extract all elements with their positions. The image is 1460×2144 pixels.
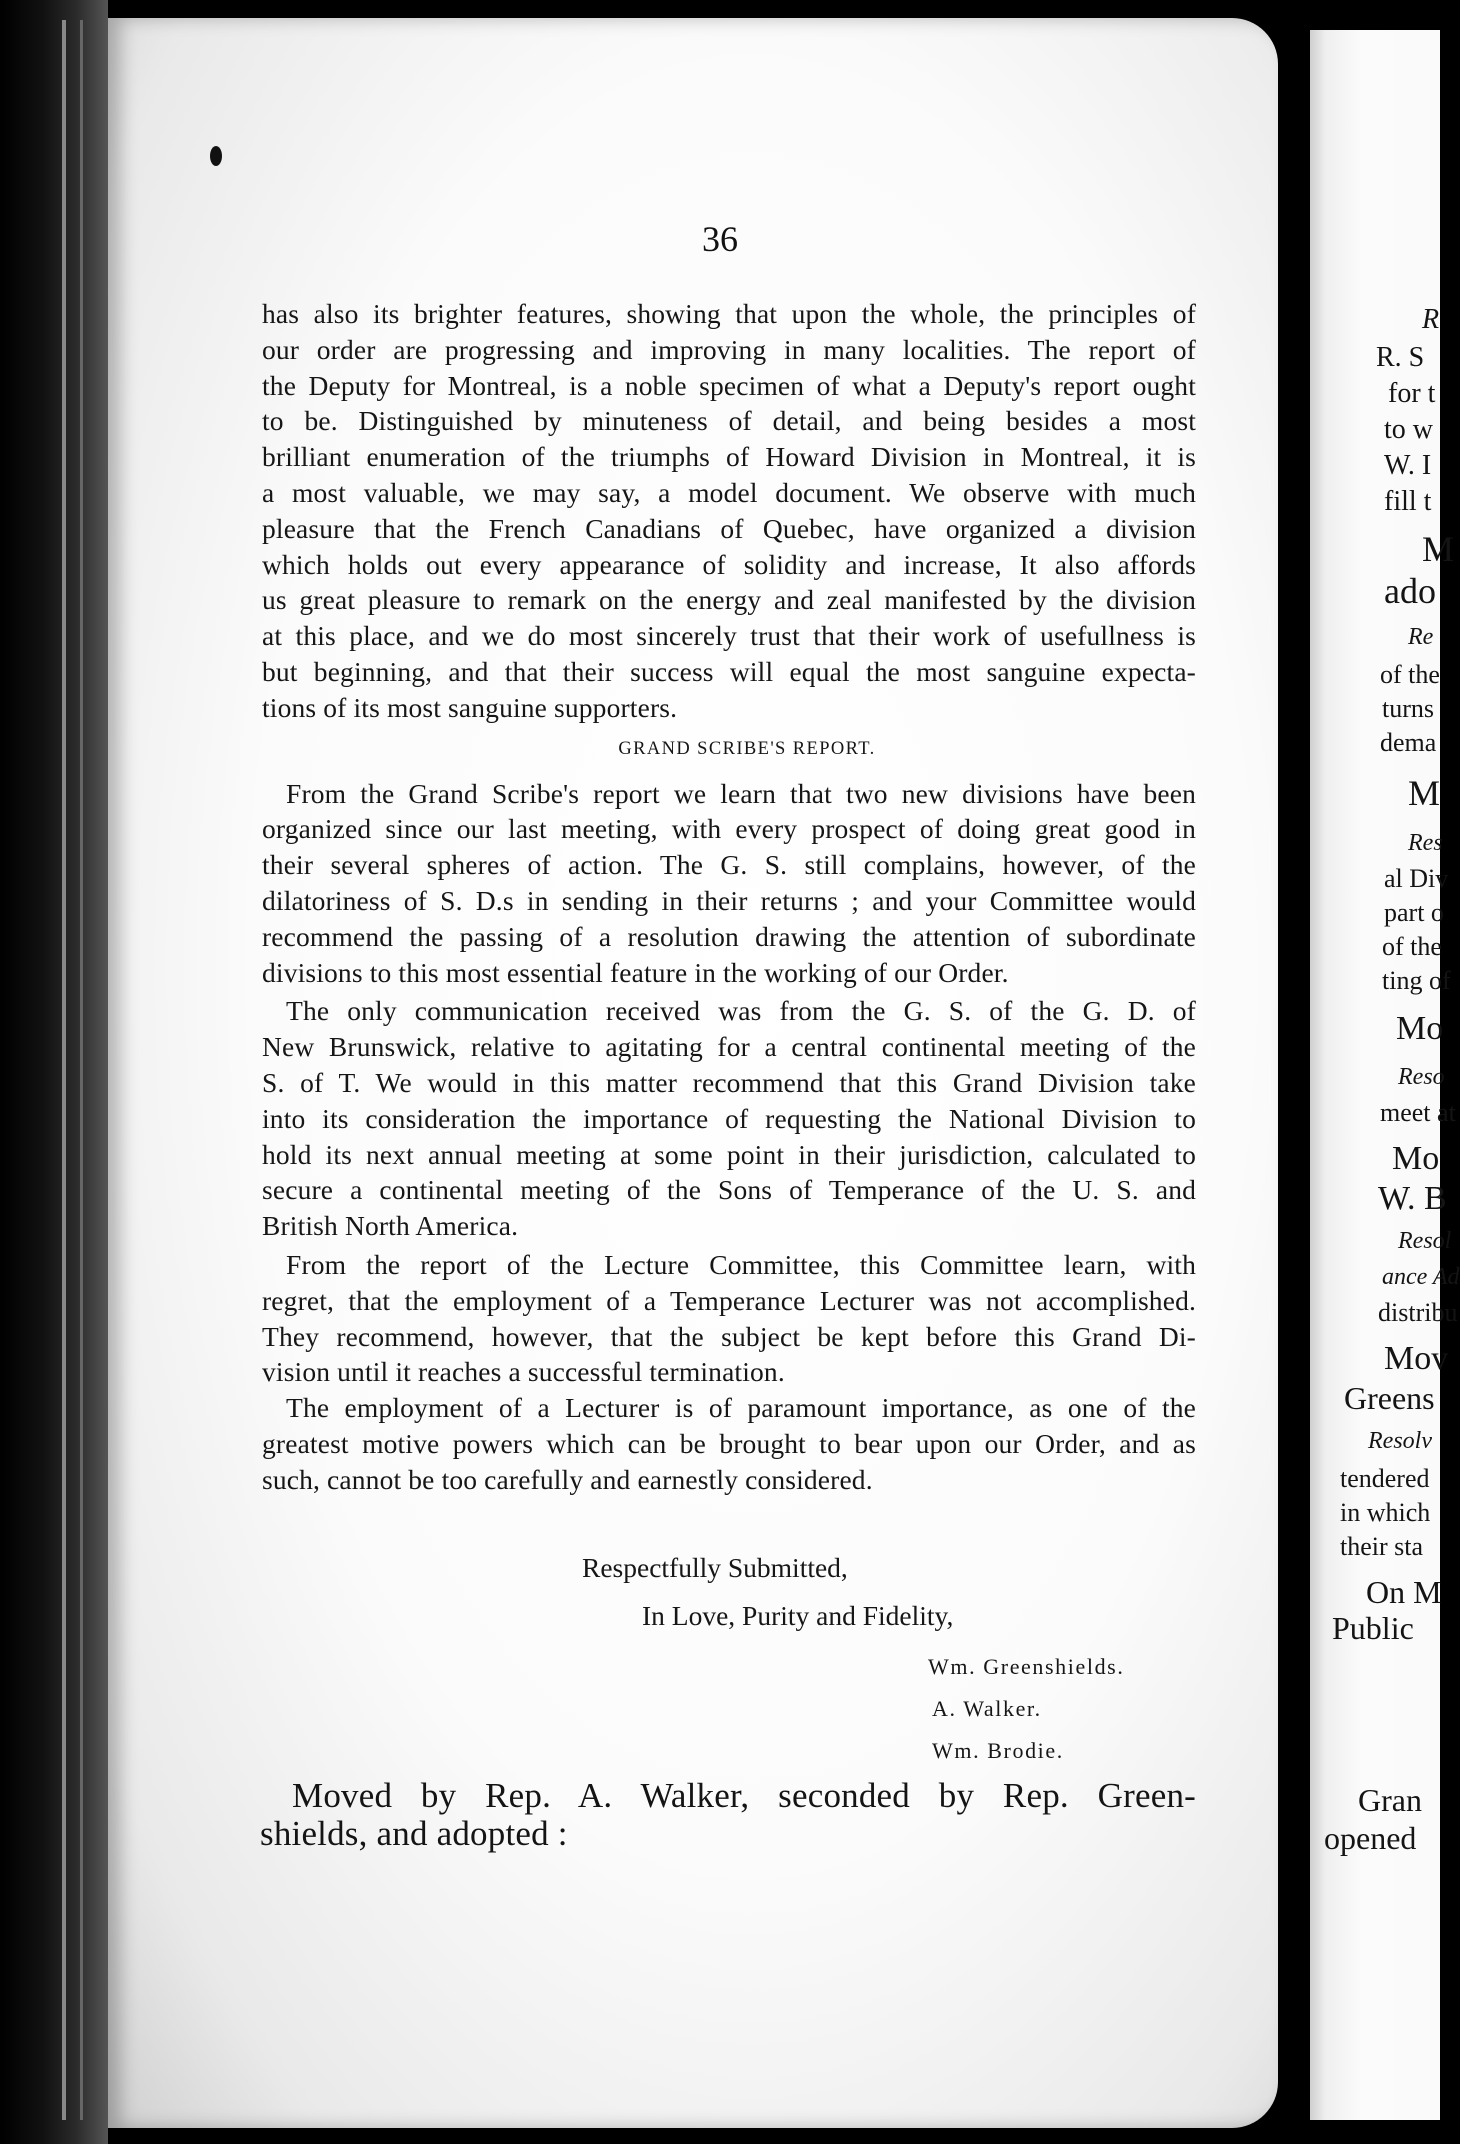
- fragment-text: distribu: [1378, 1298, 1458, 1327]
- text-line: which holds out every appearance of solidity and increase, It also affords: [262, 548, 1196, 580]
- fragment-text: ado: [1384, 571, 1436, 611]
- text-line: The employment of a Lecturer is of paramount importance, as one of the: [286, 1392, 1196, 1424]
- text-line: New Brunswick, relative to agitating for a central continental meeting of the: [262, 1031, 1196, 1063]
- fragment-text: fill t: [1384, 486, 1432, 517]
- fragment-text: M: [1408, 773, 1441, 813]
- fragment-text: turns: [1382, 694, 1434, 723]
- text-line: British North America.: [262, 1210, 519, 1242]
- fragment-text: Resol: [1398, 1228, 1452, 1254]
- facing-page-fragment: [1310, 30, 1460, 2120]
- fragment-text: On M: [1366, 1574, 1442, 1610]
- paragraph-deputy-reports: [262, 296, 1196, 726]
- fragment-text: to w: [1384, 414, 1433, 445]
- text-line: S. of T. We would in this matter recommend that this Grand Division take: [262, 1066, 1196, 1098]
- text-line: to be. Distinguished by minuteness of detail, and being besides a most: [262, 405, 1196, 437]
- fragment-text: Re: [1408, 624, 1434, 650]
- fragment-text: W. B: [1378, 1180, 1447, 1217]
- page-number: 36: [702, 219, 738, 259]
- fragment-text: R: [1422, 304, 1440, 335]
- text-line: their several spheres of action. The G. S. still complains, however, of the: [262, 849, 1196, 881]
- section-heading: GRAND SCRIBE'S REPORT.: [618, 738, 876, 759]
- text-line: hold its next annual meeting at some point in their jurisdiction, calculated to: [262, 1138, 1196, 1170]
- fragment-text: ance Ad: [1382, 1264, 1460, 1290]
- fragment-text: Resolv: [1368, 1428, 1432, 1454]
- text-line: organized since our last meeting, with every prospect of doing great good in: [262, 813, 1196, 845]
- fragment-text: Mo: [1392, 1140, 1440, 1177]
- fragment-text: their sta: [1340, 1532, 1424, 1561]
- fragment-text: for t: [1388, 378, 1436, 409]
- fragment-text: al Div: [1384, 864, 1449, 893]
- text-line: into its consideration the importance of requesting the National Division to: [262, 1102, 1196, 1134]
- fragment-text: part o: [1384, 898, 1444, 927]
- fragment-text: M: [1422, 529, 1455, 569]
- book-spine-edge: [0, 0, 108, 2144]
- text-line: our order are progressing and improving in many localities. The report of: [262, 333, 1196, 365]
- paragraph-grand-scribe: [262, 776, 1196, 991]
- text-line: tions of its most sanguine supporters.: [262, 691, 678, 723]
- text-line: pleasure that the French Canadians of Quebec, have organized a division: [262, 512, 1196, 544]
- text-line: us great pleasure to remark on the energy and zeal manifested by the division: [262, 584, 1196, 616]
- body-text: [262, 296, 1196, 1498]
- text-line: dilatoriness of S. D.s in sending in their returns ; and your Committee would: [262, 884, 1196, 916]
- closing-salutation: In Love, Purity and Fidelity,: [642, 1600, 954, 1631]
- text-line: divisions to this most essential feature in the working of our Order.: [262, 956, 1009, 988]
- text-line: the Deputy for Montreal, is a noble specimen of what a Deputy's report ought: [262, 369, 1196, 401]
- text-line: greatest motive powers which can be brought to bear upon our Order, and as: [262, 1427, 1196, 1459]
- text-line: vision until it reaches a successful termination.: [262, 1356, 785, 1388]
- fragment-text: dema: [1380, 728, 1437, 757]
- fragment-text: meet at: [1380, 1098, 1456, 1127]
- text-line: brilliant enumeration of the triumphs of Howard Division in Montreal, it is: [262, 441, 1196, 473]
- paragraph-lecturer-importance: [262, 1390, 1196, 1497]
- signer-name: A. Walker.: [932, 1696, 1042, 1721]
- fragment-text: in which: [1340, 1498, 1431, 1527]
- text-line: such, cannot be too carefully and earnestly considered.: [262, 1463, 873, 1495]
- page-edge-line: [80, 20, 83, 2120]
- fragment-text: Res: [1408, 830, 1443, 856]
- fragment-text: tendered: [1340, 1464, 1430, 1493]
- fragment-text: of the: [1380, 660, 1440, 689]
- motion-text: [260, 1776, 1196, 1853]
- signer-name: Wm. Brodie.: [932, 1738, 1064, 1763]
- text-line: has also its brighter features, showing that upon the whole, the principles of: [262, 298, 1196, 329]
- fragment-text: opened: [1324, 1820, 1417, 1856]
- page-edge-line: [62, 20, 66, 2120]
- text-line: From the Grand Scribe's report we learn that two new divisions have been: [286, 777, 1196, 809]
- fragment-text: ting of: [1382, 966, 1451, 995]
- text-line: shields, and adopted :: [260, 1814, 568, 1853]
- text-line: regret, that the employment of a Temperance Lecturer was not accomplished.: [262, 1284, 1196, 1316]
- fragment-text: Mov: [1384, 1340, 1449, 1377]
- fragment-text: Gran: [1358, 1782, 1422, 1818]
- text-line: recommend the passing of a resolution drawing the attention of subordinate: [262, 920, 1196, 952]
- paragraph-lecture-committee: [262, 1247, 1196, 1390]
- fragment-text: Reso: [1398, 1064, 1445, 1090]
- fragment-text: Greens: [1344, 1380, 1435, 1416]
- paragraph-communication: [262, 993, 1196, 1244]
- text-line: at this place, and we do most sincerely trust that their work of usefullness is: [262, 620, 1196, 652]
- closing-submitted: Respectfully Submitted,: [582, 1552, 848, 1583]
- fragment-text: W. I: [1384, 450, 1432, 481]
- fragment-text: Mo: [1396, 1010, 1444, 1047]
- fragment-text: R. S: [1376, 342, 1425, 373]
- text-line: From the report of the Lecture Committee, this Committee learn, with: [286, 1248, 1196, 1280]
- signer-name: Wm. Greenshields.: [928, 1654, 1125, 1679]
- text-line: The only communication received was from the G. S. of the G. D. of: [286, 995, 1196, 1027]
- text-line: They recommend, however, that the subject be kept before this Grand Di-: [262, 1320, 1196, 1352]
- text-line: Moved by Rep. A. Walker, seconded by Rep. Green-: [292, 1776, 1196, 1815]
- fragment-text: Public: [1332, 1610, 1414, 1646]
- text-line: but beginning, and that their success will equal the most sanguine expecta-: [262, 655, 1196, 687]
- text-line: secure a continental meeting of the Sons of Temperance of the U. S. and: [262, 1174, 1196, 1206]
- fragment-text: of the: [1382, 932, 1442, 961]
- ink-spot: [210, 146, 222, 166]
- text-line: a most valuable, we may say, a model document. We observe with much: [262, 476, 1196, 508]
